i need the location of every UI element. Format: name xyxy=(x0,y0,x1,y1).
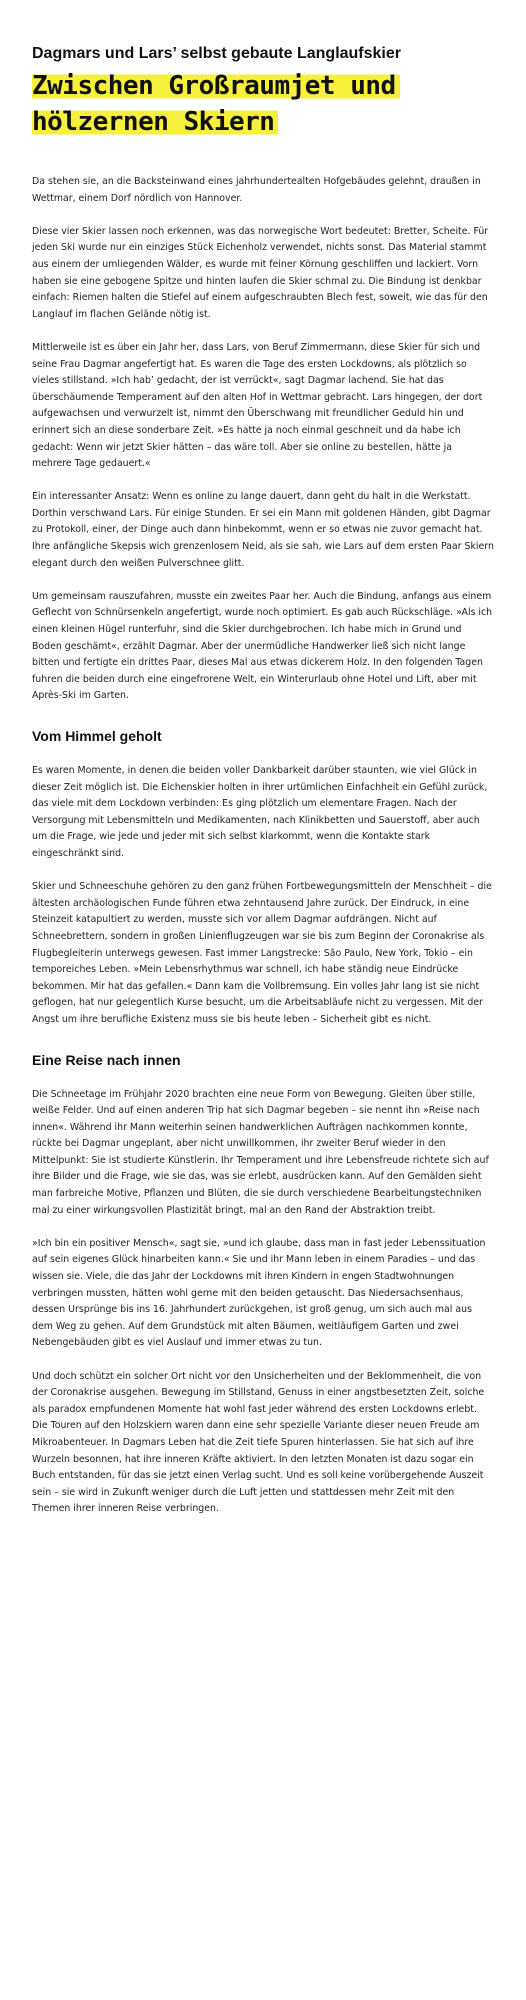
paragraph: Die Schneetage im Frühjahr 2020 brachten eine neue Form von Bewegung. Gleiten über stille, weiße Felder. Und auf einen anderen Trip hat sich Dagmar begeben – sie nennt ihn »Reise nach innen«. Während ihr Mann weiterhin seinen handwerklichen Aufträgen nachkommen konnte, rückte bei Dagmar ungeplant, aber nicht unwillkommen, ihr zweiter Beruf wieder in den Mittelpunkt: Sie ist studierte Künstlerin. Ihr Temperament und ihre Lebensfreude richtete sich auf ihre Bilder und die Frage, wie sie das, was sie erlebt, ausdrücken kann. Auf den Gemälden sieht man farbreiche Motive, Pflanzen und Blüten, die sie durch verschiedene Bearbeitungstechniken mal zu einer wirkungsvollen Plastizität bringt, mal an den Rand der Abstraktion treibt. xyxy=(32,1088,489,1216)
article-headline: Zwischen Großraumjet und hölzernen Skiern xyxy=(32,71,400,137)
paragraph: Da stehen sie, an die Backsteinwand eines jahrhundertealten Hofgebäudes gelehnt, draußen in Wettmar, einem Dorf nördlich von Hannover. xyxy=(32,176,481,204)
paragraph: Diese vier Skier lassen noch erkennen, was das norwegische Wort bedeutet: Bretter, Scheite. Für jeden Ski wurde nur ein einziges Stück Eichenholz verwendet, nichts sonst. Das Material stammt aus einem der umliegenden Wälder, es wurde mit feiner Körnung geschliffen und lackiert. Vorn haben sie eine gebogene Spitze und hinten laufen die Skier schmal zu. Die Bindung ist denkbar einfach: Riemen halten die Stiefel auf einem aufgeschraubten Blech fest, soweit, wie das für den Langlauf im flachen Gelände nötig ist. xyxy=(32,225,489,320)
paragraph: Ein interessanter Ansatz: Wenn es online zu lange dauert, dann geht du halt in die Werkstatt. Dorthin verschwand Lars. Für einige Stunden. Er sei ein Mann mit goldenen Händen, gibt Dagmar zu Protokoll, einer, der Dinge auch dann hinbekommt, wenn er so etwas nie zuvor gemacht hat. Ihre anfängliche Skepsis wich grenzenlosem Neid, als sie sah, wie Lars auf dem ersten Paar Skiern elegant durch den weißen Pulverschnee glitt. xyxy=(32,491,494,569)
paragraph: »Ich bin ein positiver Mensch«, sagt sie, »und ich glaube, dass man in fast jeder Lebenssituation auf sein eigenes Glück hinarbeiten kann.« Sie und ihr Mann leben in einem Paradies – und das wissen sie. Viele, die das Jahr der Lockdowns mit ihren Kindern in engen Stadtwohnungen verbringen mussten, hätten wohl gerne mit den beiden getauscht. Das Niedersachsenhaus, dessen Ursprünge bis ins 16. Jahrhundert zurückgehen, ist groß genug, um sich auch mal aus dem Weg zu gehen. Auf dem Grundstück mit alten Bäumen, weitläufigem Garten und zwei Nebengebäuden gibt es viel Auslauf und immer etwas zu tun. xyxy=(32,1237,486,1349)
paragraph: Mittlerweile ist es über ein Jahr her, dass Lars, von Beruf Zimmermann, diese Skier für sich und seine Frau Dagmar angefertigt hat. Es waren die Tage des ersten Lockdowns, als plötzlich so vieles stillstand. »Ich hab’ gedacht, der ist verrückt«, sagt Dagmar lachend. Sie hat das überschäumende Temperament auf den alten Hof in Wettmar gebracht. Lars hingegen, der dort aufgewachsen und verwurzelt ist, nimmt den Überschwang mit freundlicher Geduld hin und erinnert sich an diese sonderbare Zeit. »Es hatte ja noch einmal geschneit und da habe ich gedacht: Wenn wir jetzt Skier hätten – das wäre toll. Aber sie online zu bestellen, hätte ja mehrere Tage gedauert.« xyxy=(32,341,483,470)
section-heading: Eine Reise nach innen xyxy=(32,1051,181,1068)
article-kicker: Dagmars und Lars’ selbst gebaute Langlaufskier xyxy=(32,45,401,62)
paragraph: Es waren Momente, in denen die beiden voller Dankbarkeit darüber staunten, wie viel Glück in dieser Zeit möglich ist. Die Eichenskier holten in ihrer urtümlichen Einfachheit ein Gefühl zurück, das viele mit dem Lockdown verbinden: Es ging plötzlich um elementare Fragen. Nach der Versorgung mit Lebensmitteln und Medikamenten, nach Klinikbetten und Sauerstoff, aber auch um die Frage, wie jede und jeder mit sich selbst klarkommt, wenn die Kontakte stark eingeschränkt sind. xyxy=(32,765,488,859)
paragraph: Um gemeinsam rauszufahren, musste ein zweites Paar her. Auch die Bindung, anfangs aus einem Geflecht von Schnürsenkeln angefertigt, wurde noch optimiert. Es gab auch Rückschläge. »Als ich einen kleinen Hügel runterfuhr, sind die Skier durchgebrochen. Ich habe mich in Grund und Boden geschämt«, erzählt Dagmar. Aber der unermüdliche Handwerker ließ sich nicht lange bitten und fertigte ein drittes Paar, dieses Mal aus etwas dickerem Holz. In den folgenden Tagen fuhren die beiden durch eine eingefrorene Welt, ein Winterurlaub ohne Hotel und Lift, aber mit Après-Ski im Garten. xyxy=(32,590,493,702)
headline-block xyxy=(32,68,494,140)
paragraph: Und doch schützt ein solcher Ort nicht vor den Unsicherheiten und der Beklommenheit, die von der Coronakrise ausgehen. Bewegung im Stillstand, Genuss in einer angstbesetzten Zeit, solche als paradox empfundenen Momente hat wohl fast jeder während des ersten Lockdowns erlebt. Die Touren auf den Holzskiern waren dann eine sehr spezielle Variante dieser neuen Freude am Mikroabenteuer. In Dagmars Leben hat die Zeit tiefe Spuren hinterlassen. Sie hat sich auf ihre Wurzeln besonnen, hat ihre inneren Kräfte aktiviert. In den letzten Monaten ist dazu sogar ein Buch entstanden, für das sie jetzt einen Verlag sucht. Und es soll keine vorübergehende Auszeit sein – sie wird in Zukunft weniger durch die Luft jetten und stattdessen mehr Zeit mit den Themen ihrer inneren Reise verbringen. xyxy=(32,1370,485,1515)
paragraph: Skier und Schneeschuhe gehören zu den ganz frühen Fortbewegungsmitteln der Menschheit – die ältesten archäologischen Funde führen etwa zehntausend Jahre zurück. Der Eindruck, in eine Steinzeit katapultiert zu werden, musste sich vor allem Dagmar aufdrängen. Nicht auf Schneebrettern, sondern in großen Linienflugzeugen war sie bis zum Beginn der Coronakrise als Flugbegleiterin unterwegs gewesen. Fast immer Langstrecke: São Paulo, New York, Tokio – ein temporeiches Leben. »Mein Lebensrhythmus war schnell, ich habe ständig neue Eindrücke bekommen. Mir hat das gefallen.« Dann kam die Vollbremsung. Ein volles Jahr lang ist sie nicht geflogen, hat nur gelegentlich Kurse besucht, um die Arbeitsabläufe nicht zu vergessen. Mit der Angst um ihre berufliche Existenz muss sie bis heute leben – Sicherheit gibt es nicht. xyxy=(32,881,492,1025)
section-heading: Vom Himmel geholt xyxy=(32,728,162,744)
article xyxy=(32,44,494,1535)
